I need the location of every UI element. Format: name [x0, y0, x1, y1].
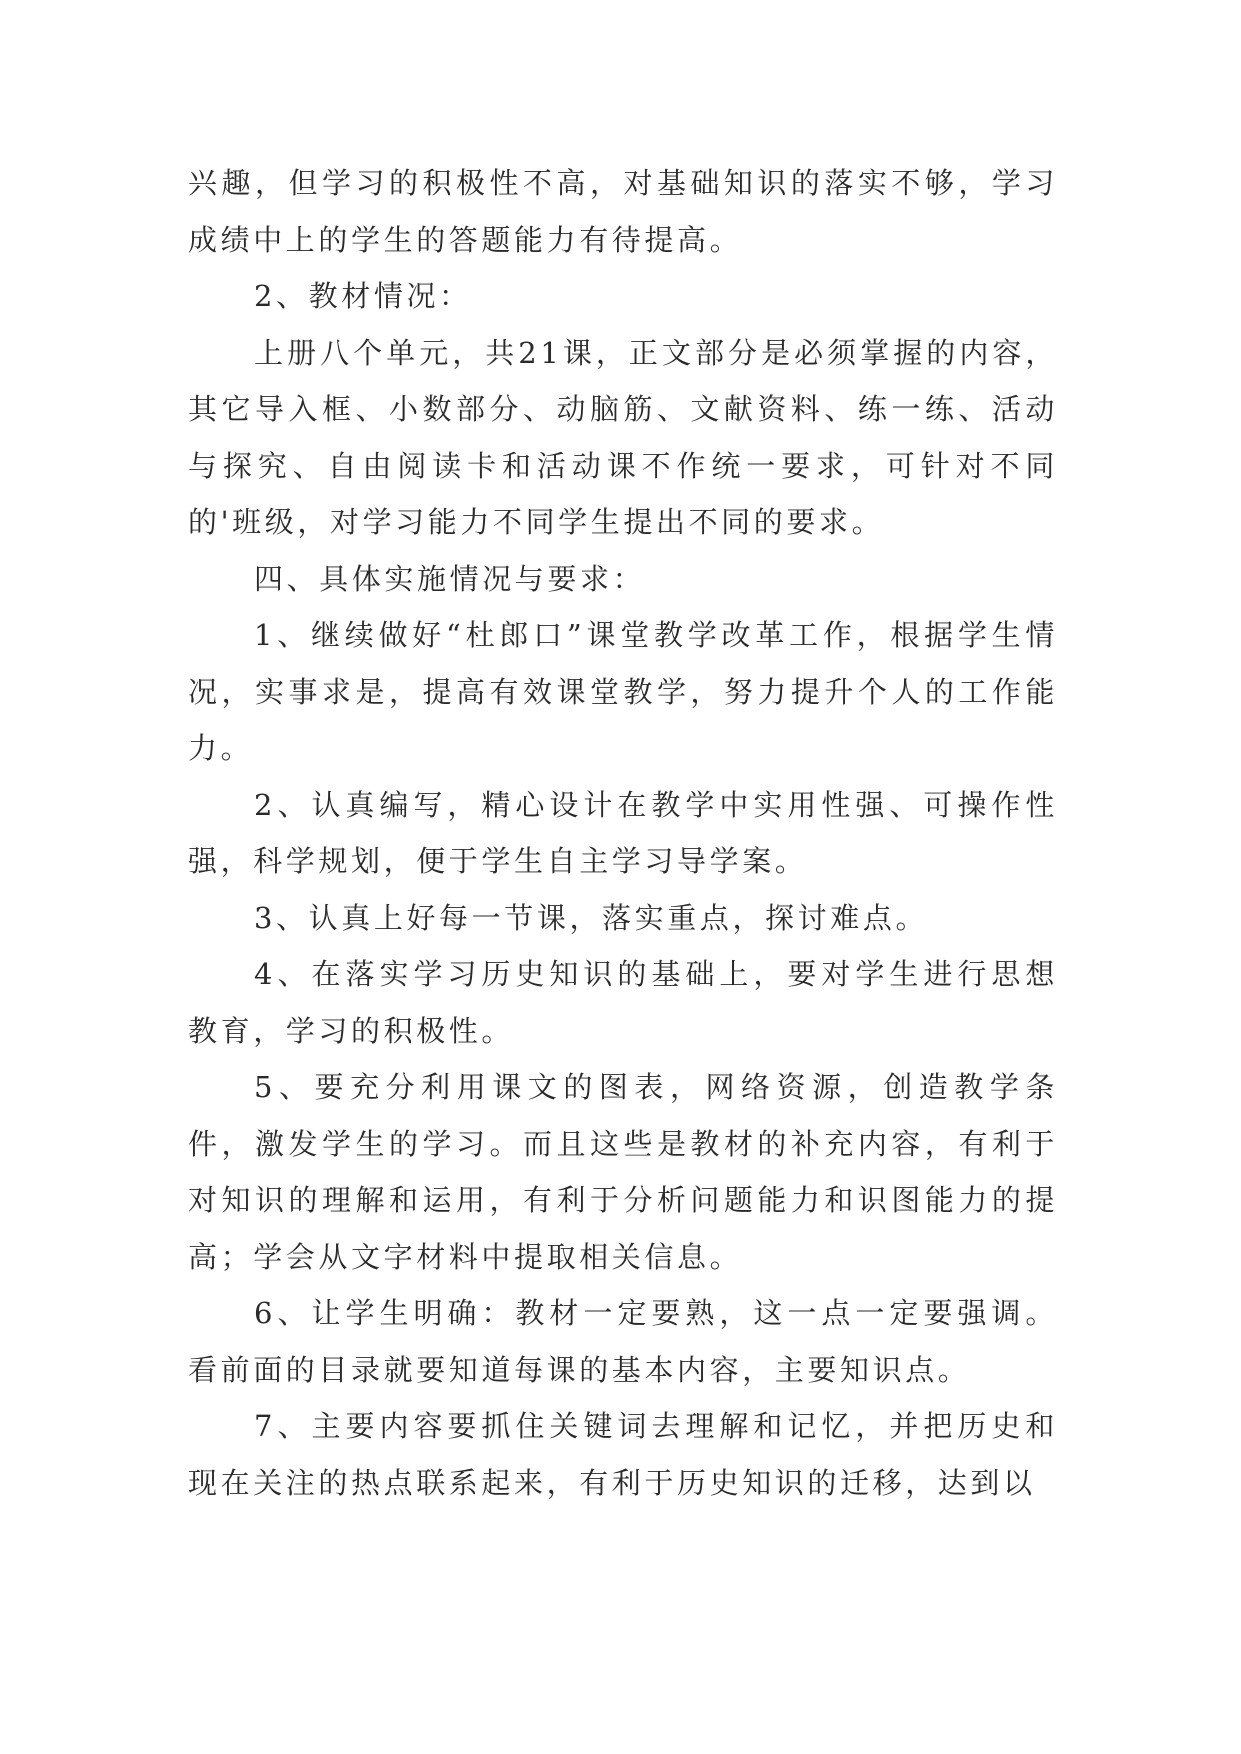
paragraph-textbook-details: 上册八个单元，共21课，正文部分是必须掌握的内容，其它导入框、小数部分、动脑筋、文献资料、练一练、活动与探究、自由阅读卡和活动课不作统一要求，可针对不同的'班级，对学习能力不同学生提出不同的要求。 [188, 335, 1058, 539]
paragraph-item-7: 7、主要内容要抓住关键词去理解和记忆，并把历史和现在关注的热点联系起来，有利于历史知识的迁移，达到以 [188, 1409, 1058, 1500]
paragraph-continuation: 兴趣，但学习的积极性不高，对基础知识的落实不够，学习成绩中上的学生的答题能力有待提高。 [188, 166, 1058, 257]
paragraph-item-4: 4、在落实学习历史知识的基础上，要对学生进行思想教育，学习的积极性。 [188, 957, 1058, 1048]
paragraph-item-3: 3、认真上好每一节课，落实重点，探讨难点。 [254, 900, 929, 935]
section-heading-implementation: 四、具体实施情况与要求： [254, 561, 646, 596]
body-text [188, 155, 1058, 1511]
paragraph-item-5: 5、要充分利用课文的图表，网络资源，创造教学条件，激发学生的学习。而且这些是教材的补充内容，有利于对知识的理解和运用，有利于分析问题能力和识图能力的提高；学会从文字材料中提取相关信息。 [188, 1070, 1058, 1274]
paragraph-item-6: 6、让学生明确：教材一定要熟，这一点一定要强调。看前面的目录就要知道每课的基本内容，主要知识点。 [188, 1296, 1058, 1387]
paragraph-textbook-heading: 2、教材情况： [254, 279, 472, 313]
paragraph-item-1: 1、继续做好“杜郎口”课堂教学改革工作，根据学生情况，实事求是，提高有效课堂教学，努力提升个人的工作能力。 [188, 618, 1058, 765]
paragraph-item-2: 2、认真编写，精心设计在教学中实用性强、可操作性强，科学规划，便于学生自主学习导学案。 [188, 787, 1058, 878]
